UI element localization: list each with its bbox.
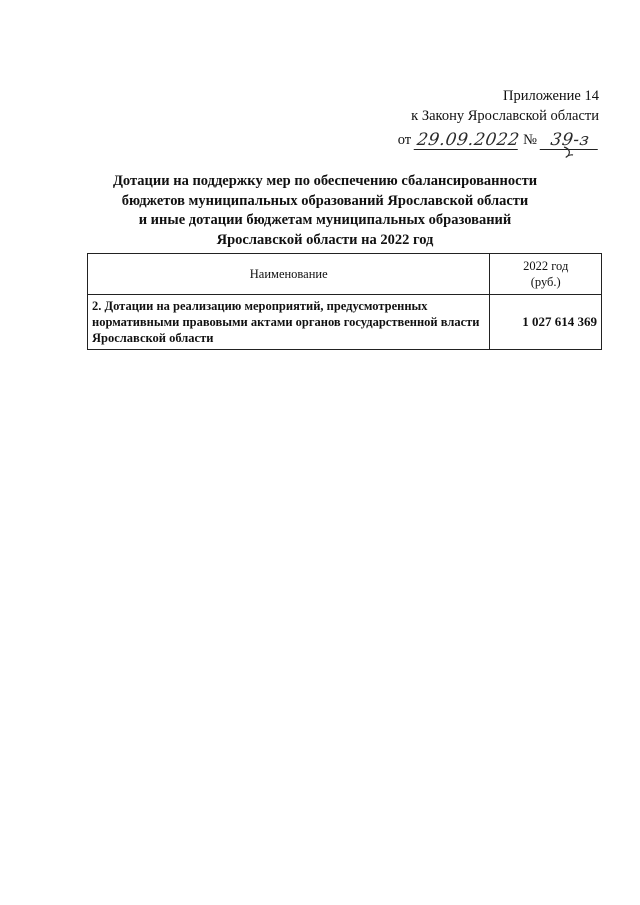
appendix-label: Приложение 14 — [503, 88, 599, 104]
column-year-label: 2022 год — [523, 259, 569, 273]
subsidy-table — [87, 253, 602, 350]
law-reference: к Закону Ярославской области — [411, 108, 599, 124]
column-header-year — [490, 254, 602, 295]
table-header-row — [88, 254, 602, 295]
law-date-number — [398, 130, 599, 150]
handwritten-number-text: 39-з — [549, 130, 591, 150]
handwritten-number — [540, 131, 601, 150]
handwritten-date: 29.09.2022 — [415, 130, 521, 150]
title-line: Дотации на поддержку мер по обеспечению сбалансированности — [112, 173, 538, 189]
row-value-cell: 1 027 614 369 — [490, 295, 602, 350]
column-unit-label: (руб.) — [530, 275, 561, 289]
handwriting-flourish-icon — [560, 145, 580, 159]
appendix-header — [398, 86, 599, 150]
row-name-cell: 2. Дотации на реализацию мероприятий, предусмотренных нормативными правовыми актами органов государственной власти Ярославской области — [88, 295, 490, 350]
title-line: и иные дотации бюджетам муниципальных образований — [138, 212, 512, 228]
title-line: Ярославской области на 2022 год — [216, 231, 434, 248]
number-prefix: № — [523, 132, 537, 148]
table-row — [88, 295, 602, 350]
column-header-name: Наименование — [88, 254, 490, 295]
date-prefix: от — [397, 132, 412, 148]
document-title — [60, 172, 590, 250]
title-line: бюджетов муниципальных образований Ярославской области — [121, 192, 529, 209]
